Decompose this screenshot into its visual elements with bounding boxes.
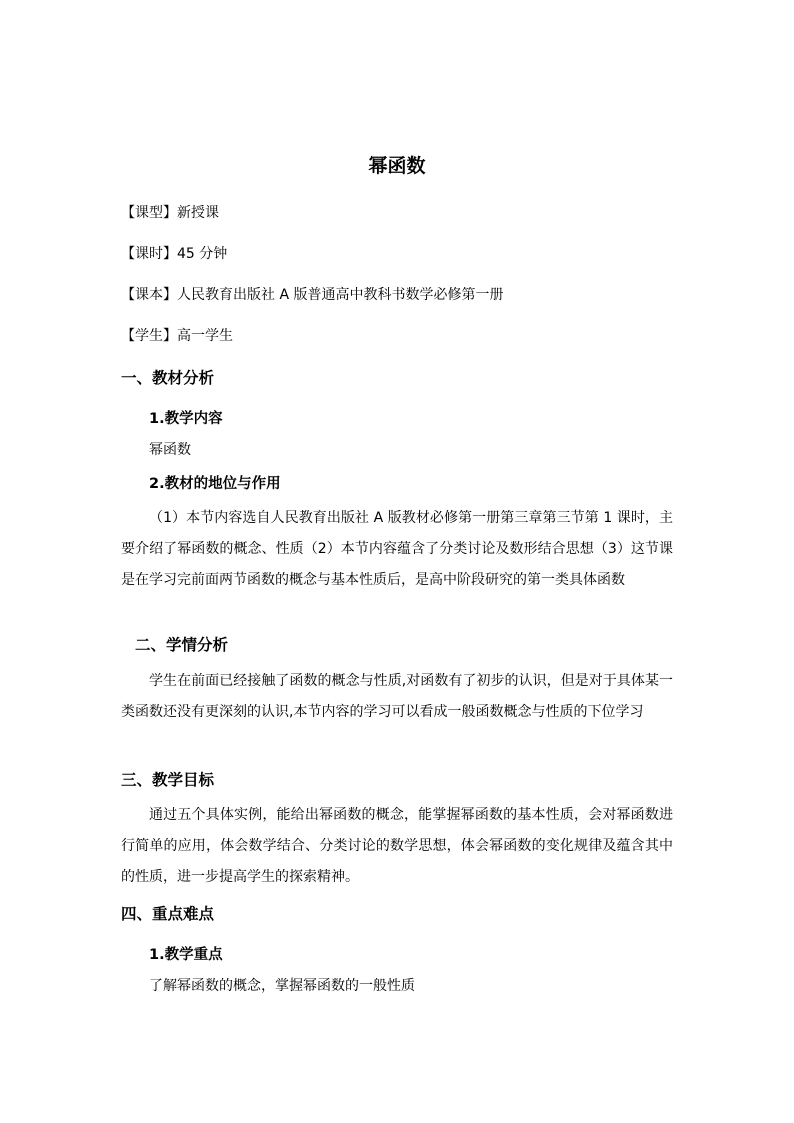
meta-label: 【课时】: [121, 246, 177, 262]
subheading-teaching-focus: 1.教学重点: [149, 947, 223, 963]
subheading-teaching-content: 1.教学内容: [149, 411, 223, 427]
section-heading-student-analysis: 二、学情分析: [135, 636, 229, 654]
teaching-objectives-paragraph: 通过五个具体实例，能给出幂函数的概念，能掌握幂函数的基本性质，会对幂函数进行简单的应用，体会数学结合、分类讨论的数学思想，体会幂函数的变化规律及蕴含其中的性质，进一步提高学生的探索精神。: [121, 807, 673, 885]
meta-value: 45 分钟: [177, 246, 228, 262]
meta-value: 新授课: [177, 205, 219, 221]
teaching-focus-text: 了解幂函数的概念，掌握幂函数的一般性质: [149, 978, 415, 994]
meta-value: 高一学生: [177, 328, 233, 344]
subheading-status-role: 2.教材的地位与作用: [149, 476, 281, 492]
meta-students: [121, 329, 233, 343]
section-heading-textbook-analysis: 一、教材分析: [121, 369, 215, 387]
meta-textbook: [121, 288, 503, 302]
teaching-content-text: 幂函数: [149, 442, 191, 458]
section-heading-teaching-objectives: 三、教学目标: [121, 771, 215, 789]
meta-duration: [121, 247, 227, 261]
student-analysis-paragraph: 学生在前面已经接触了函数的概念与性质,对函数有了初步的认识，但是对于具体某一类函数还没有更深刻的认识,本节内容的学习可以看成一般函数概念与性质的下位学习: [121, 673, 673, 720]
meta-label: 【课型】: [121, 205, 177, 221]
section-heading-key-difficult-points: 四、重点难点: [121, 905, 215, 923]
status-role-paragraph: （1）本节内容选自人民教育出版社 A 版教材必修第一册第三章第三节第 1 课时，主要介绍了幂函数的概念、性质（2）本节内容蕴含了分类讨论及数形结合思想（3）这节课是在学习完前面两节函数的概念与基本性质后，是高中阶段研究的第一类具体函数: [121, 510, 673, 588]
meta-value: 人民教育出版社 A 版普通高中教科书数学必修第一册: [177, 287, 504, 303]
meta-label: 【学生】: [121, 328, 177, 344]
meta-label: 【课本】: [121, 287, 177, 303]
meta-course-type: [121, 206, 219, 220]
page-title: 幂函数: [368, 155, 426, 177]
